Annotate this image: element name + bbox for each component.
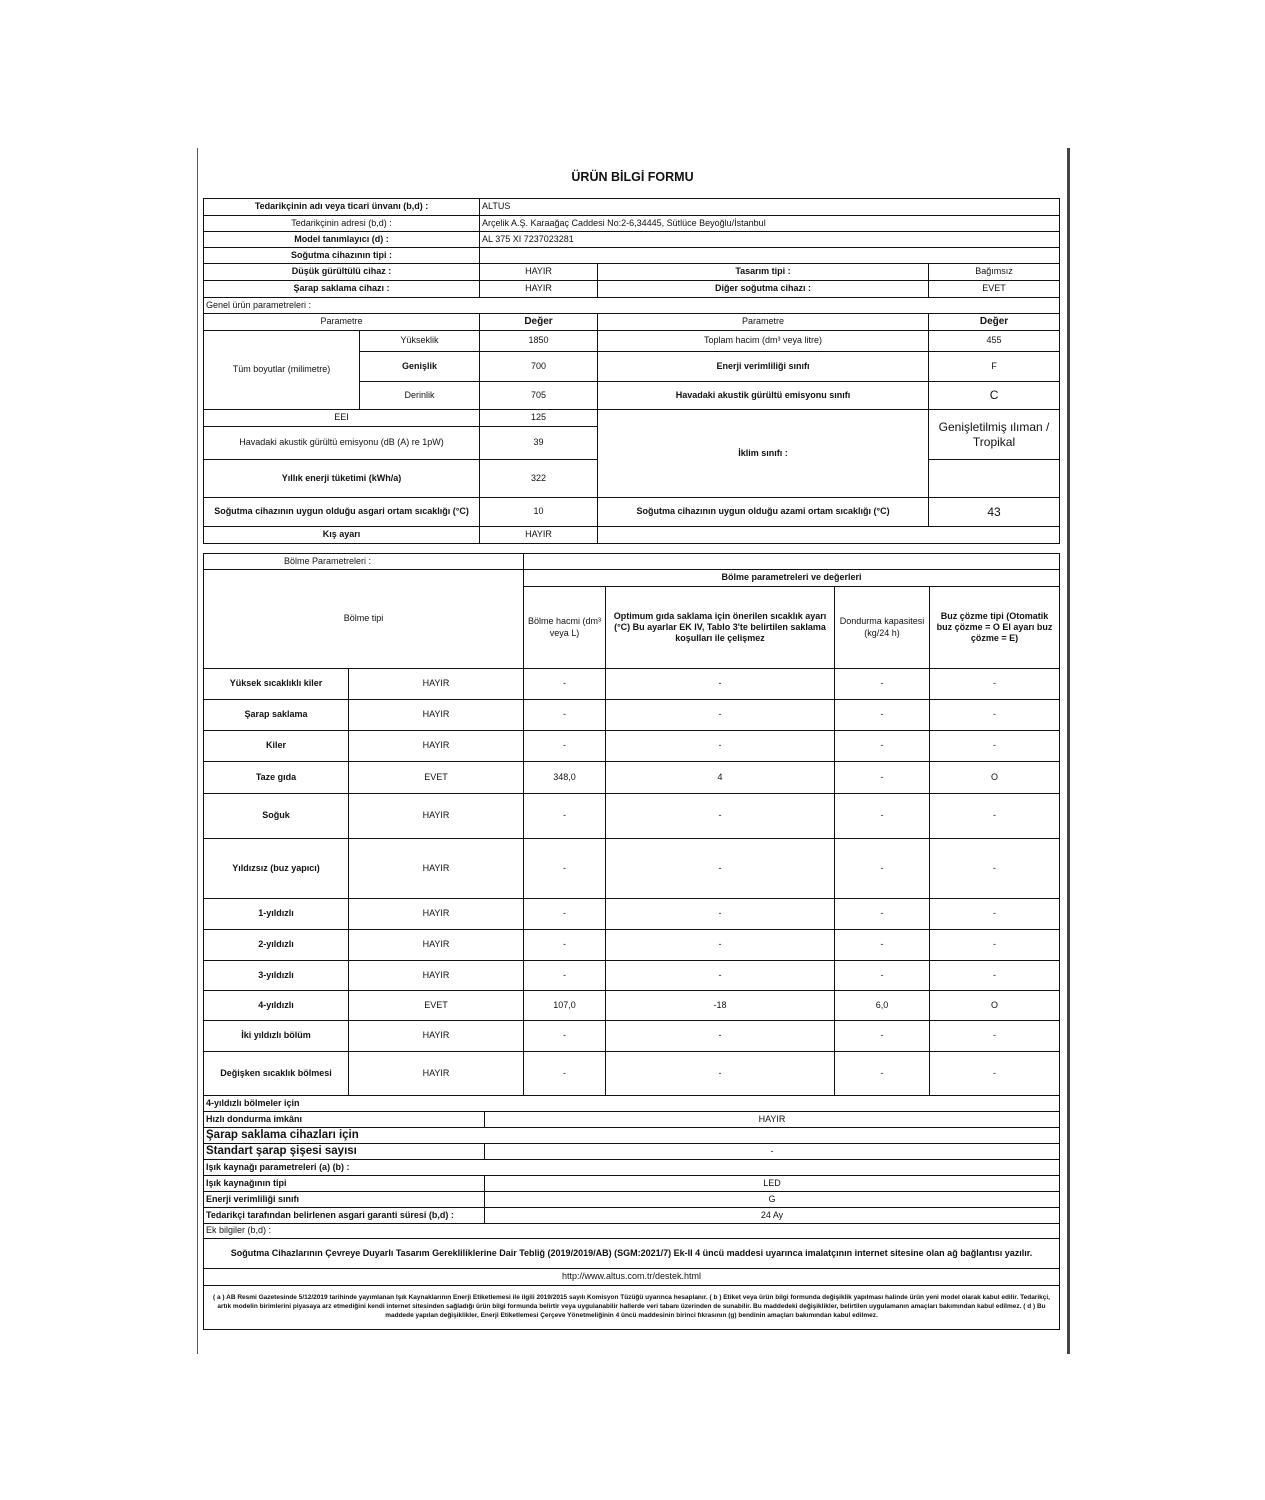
supplier-address-value: Arçelik A.Ş. Karaağaç Caddesi No:2-6,34445, Sütlüce Beyoğlu/İstanbul (480, 216, 1060, 232)
compartment-rows (204, 669, 1060, 1096)
supplier-name-label: Tedarikçinin adı veya ticari ünvanı (b,d) : (204, 199, 480, 216)
compartment-row (204, 731, 1060, 762)
wine-storage-value: HAYIR (480, 281, 598, 298)
param-header: Parametre (204, 314, 480, 331)
compartment-freeze-cell: - (835, 899, 930, 930)
compartment-defrost-cell: - (930, 731, 1060, 762)
compartment-name-cell: 2-yıldızlı (204, 930, 349, 961)
dimensions-label: Tüm boyutlar (milimetre) (204, 331, 360, 410)
low-noise-label: Düşük gürültülü cihaz : (204, 264, 480, 281)
compartment-defrost-cell: - (930, 961, 1060, 991)
compartment-defrost-cell: - (930, 839, 1060, 899)
bottles-value: - (485, 1144, 1060, 1160)
compartment-volume-cell: 348,0 (524, 762, 606, 794)
width-label: Genişlik (360, 352, 480, 382)
winter-setting-value: HAYIR (480, 527, 598, 544)
compartment-present-cell: HAYIR (349, 839, 524, 899)
compartment-defrost-cell: - (930, 1021, 1060, 1052)
compartment-name-cell: Yıldızsız (buz yapıcı) (204, 839, 349, 899)
compartment-volume-cell: - (524, 839, 606, 899)
noise-class-value: C (929, 382, 1060, 410)
compartment-name-cell: İki yıldızlı bölüm (204, 1021, 349, 1052)
light-section-label: Işık kaynağı parametreleri (a) (b) : (204, 1160, 1060, 1176)
compartment-freeze-cell: - (835, 1021, 930, 1052)
compartment-present-cell: HAYIR (349, 794, 524, 839)
noise-value: 39 (480, 427, 598, 460)
compartment-defrost-cell: - (930, 1052, 1060, 1096)
compartment-row (204, 899, 1060, 930)
warranty-value: 24 Ay (485, 1208, 1060, 1224)
height-label: Yükseklik (360, 331, 480, 352)
compartment-name-cell: Taze gıda (204, 762, 349, 794)
device-type-label: Soğutma cihazının tipi : (204, 248, 480, 264)
compartment-volume-cell: - (524, 731, 606, 762)
extra-table (203, 1095, 1060, 1330)
winter-setting-label: Kış ayarı (204, 527, 480, 544)
bottles-label: Standart şarap şişesi sayısı (204, 1144, 485, 1160)
compartment-present-cell: EVET (349, 991, 524, 1021)
compartment-temp-cell: - (606, 961, 835, 991)
annual-consumption-value: 322 (480, 460, 598, 498)
compartment-name-cell: Yüksek sıcaklıklı kiler (204, 669, 349, 700)
compartment-row (204, 961, 1060, 991)
support-url[interactable]: http://www.altus.com.tr/destek.html (204, 1269, 1060, 1286)
winter-setting-blank (598, 527, 1060, 544)
model-label: Model tanımlayıcı (d) : (204, 232, 480, 248)
compartment-freeze-cell: - (835, 762, 930, 794)
height-value: 1850 (480, 331, 598, 352)
compartment-volume-cell: - (524, 669, 606, 700)
compartment-temp-cell: - (606, 930, 835, 961)
compartment-defrost-cell: - (930, 700, 1060, 731)
min-temp-label: Soğutma cihazının uygun olduğu asgari ortam sıcaklığı (°C) (204, 498, 480, 527)
fast-freeze-label: Hızlı dondurma imkânı (204, 1112, 485, 1128)
compartment-temp-cell: - (606, 839, 835, 899)
noise-label: Havadaki akustik gürültü emisyonu (dB (A) re 1pW) (204, 427, 480, 460)
compartment-defrost-cell: O (930, 991, 1060, 1021)
compartment-temp-cell: - (606, 899, 835, 930)
compartment-temp-cell: - (606, 1052, 835, 1096)
compartment-defrost-cell: - (930, 669, 1060, 700)
compartment-name-cell: 1-yıldızlı (204, 899, 349, 930)
compartment-freeze-cell: 6,0 (835, 991, 930, 1021)
width-value: 700 (480, 352, 598, 382)
compartment-defrost-cell: - (930, 899, 1060, 930)
compartment-row (204, 991, 1060, 1021)
compartment-freeze-cell: - (835, 731, 930, 762)
compartment-row (204, 669, 1060, 700)
compartment-defrost-cell: - (930, 794, 1060, 839)
compartment-present-cell: EVET (349, 762, 524, 794)
compartment-row (204, 794, 1060, 839)
compartment-name-cell: 3-yıldızlı (204, 961, 349, 991)
depth-value: 705 (480, 382, 598, 410)
compartment-row (204, 839, 1060, 899)
energy-class-value: F (929, 352, 1060, 382)
general-section-label: Genel ürün parametreleri : (204, 298, 1060, 314)
total-volume-label: Toplam hacim (dm³ veya litre) (598, 331, 929, 352)
compartment-name-cell: Soğuk (204, 794, 349, 839)
compartment-present-cell: HAYIR (349, 1021, 524, 1052)
max-temp-value: 43 (929, 498, 1060, 527)
compartment-temp-cell: - (606, 700, 835, 731)
compartment-freeze-cell: - (835, 1052, 930, 1096)
compartment-volume-cell: 107,0 (524, 991, 606, 1021)
energy-class-label: Enerji verimliliği sınıfı (598, 352, 929, 382)
compartment-freeze-cell: - (835, 961, 930, 991)
compartment-temp-cell: - (606, 794, 835, 839)
param-header-2: Parametre (598, 314, 929, 331)
compartment-volume-cell: - (524, 899, 606, 930)
col-volume-header: Bölme hacmi (dm³ veya L) (524, 587, 606, 669)
value-header-2: Değer (929, 314, 1060, 331)
compartment-present-cell: HAYIR (349, 899, 524, 930)
other-device-value: EVET (929, 281, 1060, 298)
compartment-volume-cell: - (524, 930, 606, 961)
col-freeze-header: Dondurma kapasitesi (kg/24 h) (835, 587, 930, 669)
supplier-name-row (204, 199, 1060, 216)
section-blank (524, 554, 1060, 570)
compartment-temp-cell: - (606, 1021, 835, 1052)
design-type-value: Bağımsız (929, 264, 1060, 281)
noise-class-label: Havadaki akustik gürültü emisyonu sınıfı (598, 382, 929, 410)
light-type-value: LED (485, 1176, 1060, 1192)
light-class-label: Enerji verimliliği sınıfı (204, 1192, 485, 1208)
compartment-volume-cell: - (524, 794, 606, 839)
compartment-name-cell: 4-yıldızlı (204, 991, 349, 1021)
depth-label: Derinlik (360, 382, 480, 410)
col-temp-header: Optimum gıda saklama için önerilen sıcaklık ayarı (°C) Bu ayarlar EK IV, Tablo 3'te belirtilen saklama koşulları ile çelişmez (606, 587, 835, 669)
compartment-freeze-cell: - (835, 669, 930, 700)
compartment-freeze-cell: - (835, 700, 930, 731)
compartment-row (204, 700, 1060, 731)
compartment-volume-cell: - (524, 1021, 606, 1052)
compartment-temp-cell: - (606, 669, 835, 700)
fast-freeze-value: HAYIR (485, 1112, 1060, 1128)
compartment-defrost-cell: - (930, 930, 1060, 961)
compartment-freeze-cell: - (835, 794, 930, 839)
light-class-value: G (485, 1192, 1060, 1208)
device-type-value (480, 248, 1060, 264)
climate-value-blank (929, 460, 1060, 498)
compartment-row (204, 1052, 1060, 1096)
product-info-form (197, 148, 1070, 1354)
max-temp-label: Soğutma cihazının uygun olduğu azami ortam sıcaklığı (°C) (598, 498, 929, 527)
compartment-present-cell: HAYIR (349, 700, 524, 731)
general-table (203, 198, 1060, 544)
compartment-temp-cell: - (606, 731, 835, 762)
compartment-name-cell: Kiler (204, 731, 349, 762)
compartment-present-cell: HAYIR (349, 1052, 524, 1096)
compartment-volume-cell: - (524, 961, 606, 991)
min-temp-value: 10 (480, 498, 598, 527)
regulation-notice: Soğutma Cihazlarının Çevreye Duyarlı Tasarım Gerekliliklerine Dair Tebliğ (2019/2019/AB) (SGM:2021/7) Ek-II 4 üncü maddesi uyarınca imalatçının internet sitesine olan ağ bağlantısı yazılır. (204, 1239, 1060, 1269)
compartment-volume-cell: - (524, 700, 606, 731)
low-noise-value: HAYIR (480, 264, 598, 281)
compartment-freeze-cell: - (835, 839, 930, 899)
value-header: Değer (480, 314, 598, 331)
compartment-present-cell: HAYIR (349, 669, 524, 700)
compartment-temp-cell: 4 (606, 762, 835, 794)
compartment-table (203, 553, 1060, 1096)
compartment-name-cell: Şarap saklama (204, 700, 349, 731)
compartment-volume-cell: - (524, 1052, 606, 1096)
compartment-temp-cell: -18 (606, 991, 835, 1021)
model-value: AL 375 XI 7237023281 (480, 232, 1060, 248)
climate-label: İklim sınıfı : (598, 410, 929, 498)
compartment-type-header: Bölme tipi (204, 570, 524, 669)
compartment-group-header: Bölme parametreleri ve değerleri (524, 570, 1060, 587)
eei-value: 125 (480, 410, 598, 427)
compartment-section-label: Bölme Parametreleri : (204, 554, 524, 570)
compartment-present-cell: HAYIR (349, 961, 524, 991)
four-star-section-label: 4-yıldızlı bölmeler için (204, 1096, 1060, 1112)
additional-info-label: Ek bilgiler (b,d) : (204, 1224, 1060, 1239)
total-volume-value: 455 (929, 331, 1060, 352)
other-device-label: Diğer soğutma cihazı : (598, 281, 929, 298)
compartment-row (204, 930, 1060, 961)
supplier-address-label: Tedarikçinin adresi (b,d) : (204, 216, 480, 232)
compartment-row (204, 762, 1060, 794)
design-type-label: Tasarım tipi : (598, 264, 929, 281)
eei-label: EEI (204, 410, 480, 427)
annual-consumption-label: Yıllık enerji tüketimi (kWh/a) (204, 460, 480, 498)
compartment-name-cell: Değişken sıcaklık bölmesi (204, 1052, 349, 1096)
compartment-present-cell: HAYIR (349, 930, 524, 961)
col-defrost-header: Buz çözme tipi (Otomatik buz çözme = O El ayarı buz çözme = E) (930, 587, 1060, 669)
page-title: ÜRÜN BİLGİ FORMU (571, 170, 694, 184)
wine-storage-label: Şarap saklama cihazı : (204, 281, 480, 298)
climate-value: Genişletilmiş ılıman / Tropikal (929, 410, 1060, 460)
footnote: ( a ) AB Resmi Gazetesinde 5/12/2019 tarihinde yayımlanan Işık Kaynaklarının Enerji Etiketlemesi ile ilgili 2019/2015 sayılı Komisyon Tüzüğü uyarınca hesaplanır. ( b ) Etiket veya ürün bilgi formunda değişiklik yapılması halinde ürün yeni model olarak kabul edilir. Tedarikçi, artık modelin birimlerini piyasaya arz etmediğini kendi internet sitesinden sağladığı ürün bilgi formunda belirtir veya uygulanabilir hallerde veri tabanı üzerinden de sunabilir. Bu maddedeki değişiklikler, belirtilen uygulamanın amaçları bakımından kabul edilmez. ( d ) Bu maddede yapılan değişiklikler, Enerji Etiketlemesi Çerçeve Yönetmeliğinin 4 üncü maddesinin birinci fıkrasının (g) bendinin amaçları bakımından kabul edilmez. (204, 1286, 1060, 1330)
compartment-freeze-cell: - (835, 930, 930, 961)
wine-section-label: Şarap saklama cihazları için (204, 1128, 1060, 1144)
compartment-row (204, 1021, 1060, 1052)
light-type-label: Işık kaynağının tipi (204, 1176, 485, 1192)
supplier-name-value: ALTUS (480, 199, 1060, 216)
warranty-label: Tedarikçi tarafından belirlenen asgari garanti süresi (b,d) : (204, 1208, 485, 1224)
compartment-defrost-cell: O (930, 762, 1060, 794)
compartment-present-cell: HAYIR (349, 731, 524, 762)
